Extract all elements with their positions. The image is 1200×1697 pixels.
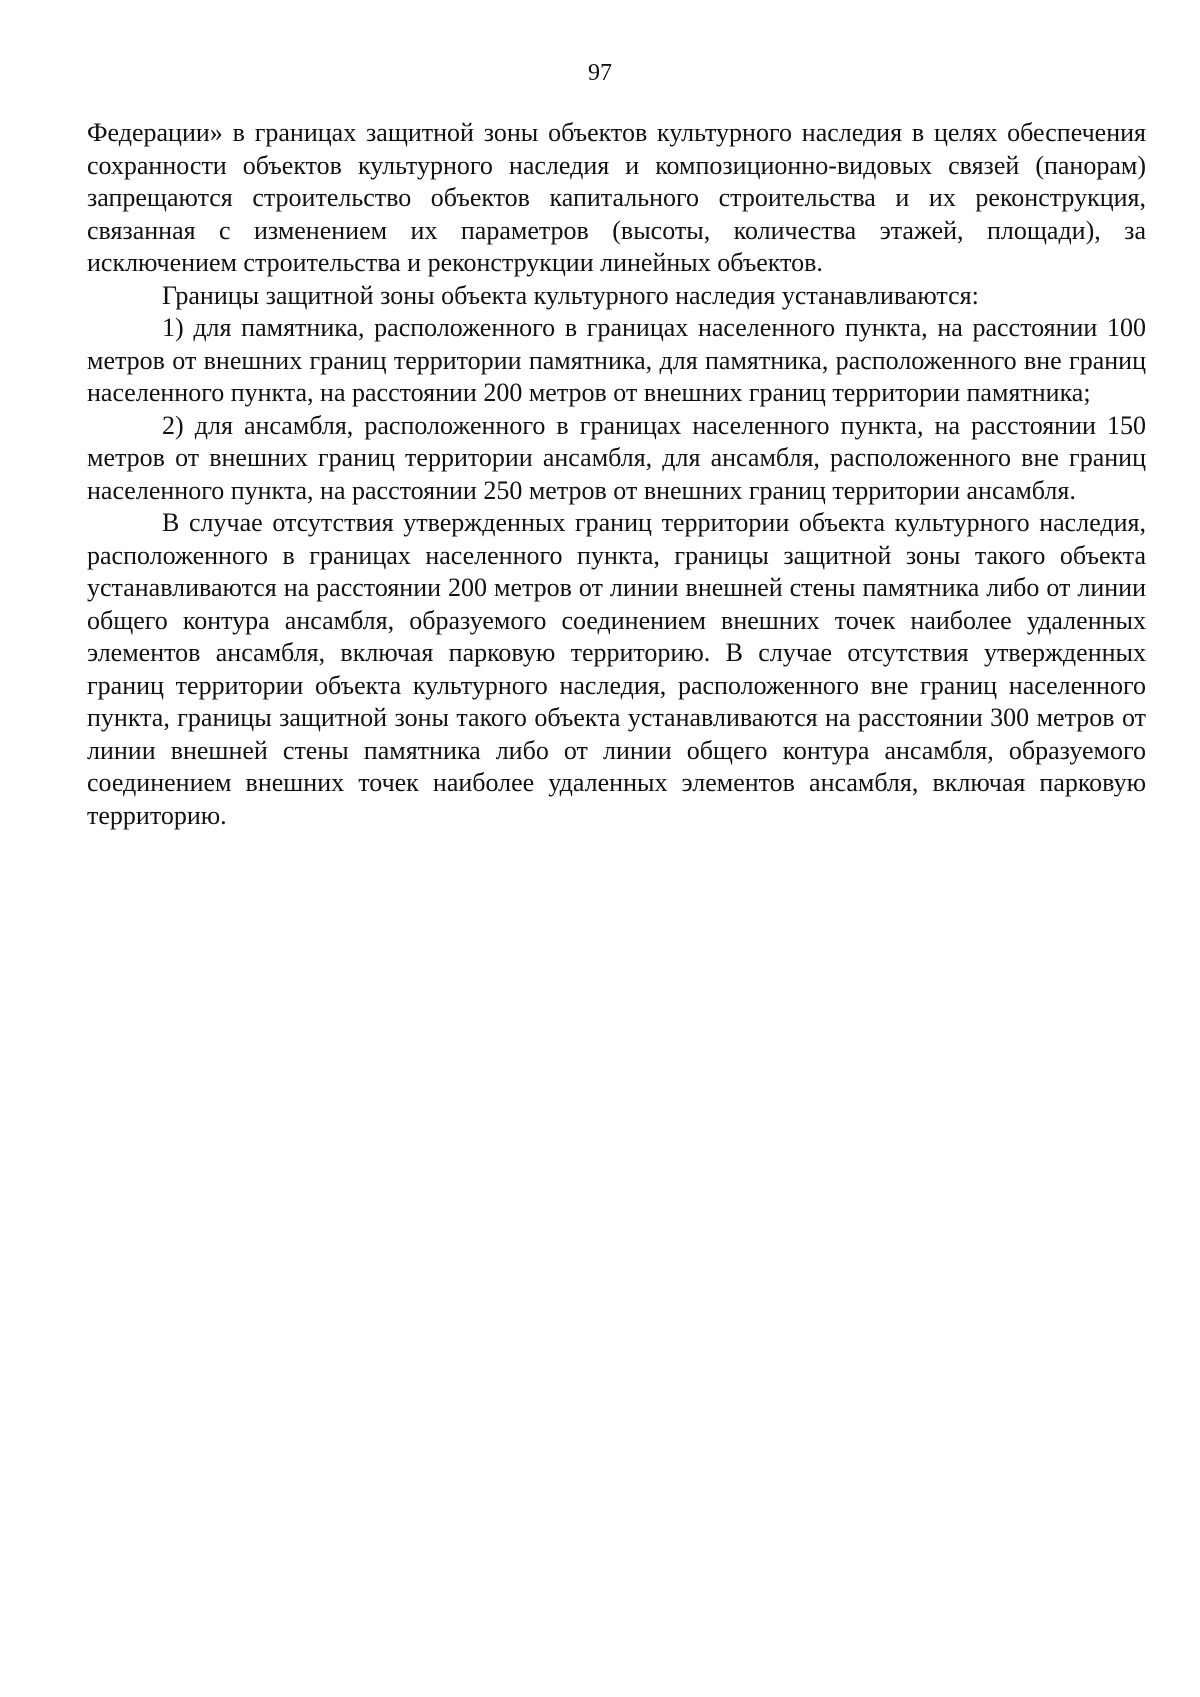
paragraph-absent-boundaries: В случае отсутствия утвержденных границ территории объекта культурного наследия, расположенного в границах населенного пункта, границы защитной зоны такого объекта устанавливаются на расстоянии 200 метров от линии внешней стены памятника либо от линии общего контура ансамбля, образуемого соединением внешних точек наиболее удаленных элементов ансамбля, включая парковую территорию. В случае отсутствия утвержденных границ территории объекта культурного наследия, расположенного вне границ населенного пункта, границы защитной зоны такого объекта устанавливаются на расстоянии 300 метров от линии внешней стены памятника либо от линии общего контура ансамбля, образуемого соединением внешних точек наиболее удаленных элементов ансамбля, включая парковую территорию. (87, 508, 1146, 830)
paragraph-item-1-monument: 1) для памятника, расположенного в границах населенного пункта, на расстоянии 100 метров от внешних границ территории памятника, для памятника, расположенного вне границ населенного пункта, на расстоянии 200 метров от внешних границ территории памятника; (87, 313, 1146, 407)
page-number: 97 (588, 60, 612, 86)
paragraph-continuation: Федерации» в границах защитной зоны объектов культурного наследия в целях обеспечения сохранности объектов культурного наследия и композиционно-видовых связей (панорам) запрещаются строительство объектов капитального строительства и их реконструкция, связанная с изменением их параметров (высоты, количества этажей, площади), за исключением строительства и реконструкции линейных объектов. (87, 118, 1146, 277)
document-body (87, 117, 1146, 832)
paragraph-boundaries-intro: Границы защитной зоны объекта культурного наследия устанавливаются: (162, 280, 979, 310)
paragraph-item-2-ensemble: 2) для ансамбля, расположенного в границах населенного пункта, на расстоянии 150 метров от внешних границ территории ансамбля, для ансамбля, расположенного вне границ населенного пункта, на расстоянии 250 метров от внешних границ территории ансамбля. (87, 410, 1146, 505)
